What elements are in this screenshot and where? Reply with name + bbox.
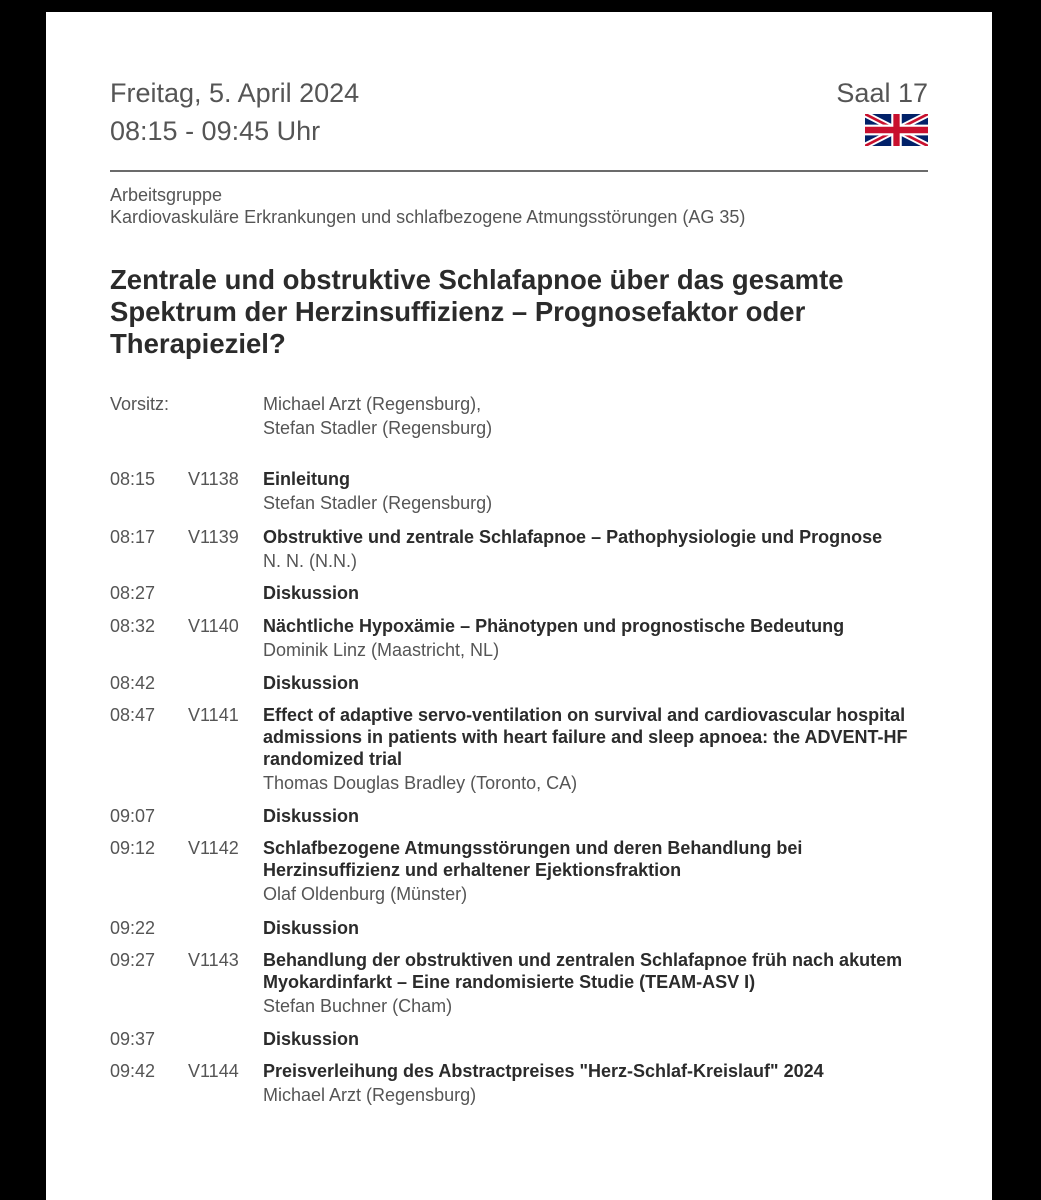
session-title: Zentrale und obstruktive Schlafapnoe über das gesamte Spektrum der Herzinsuffizienz – Prognosefaktor oder Therapieziel? — [110, 264, 844, 359]
entry-title: Diskussion — [263, 583, 360, 603]
entry-speaker: Olaf Oldenburg (Münster) — [263, 884, 468, 904]
session-date: Freitag, 5. April 2024 — [110, 78, 360, 108]
entry-time: 08:47 — [110, 705, 156, 725]
working-group — [110, 184, 745, 228]
entry-title: Schlafbezogene Atmungsstörungen und deren Behandlung bei Herzinsuffizienz und erhaltener Ejektionsfraktion — [263, 838, 803, 880]
entry-speaker: Stefan Stadler (Regensburg) — [263, 493, 493, 513]
entry-time: 09:37 — [110, 1029, 156, 1049]
entry-code: V1141 — [188, 705, 239, 725]
entry-time: 08:42 — [110, 673, 156, 693]
working-group-label: Arbeitsgruppe — [110, 185, 223, 205]
entry-code: V1144 — [188, 1061, 239, 1081]
chair-name: Stefan Stadler (Regensburg) — [263, 418, 493, 438]
entry-title: Diskussion — [263, 1029, 360, 1049]
entry-title: Behandlung der obstruktiven und zentralen Schlafapnoe früh nach akutem Myokardinfarkt – Eine randomisierte Studie (TEAM-ASV I) — [263, 950, 903, 992]
entry-title: Effect of adaptive servo-ventilation on survival and cardiovascular hospital admissions in patients with heart failure and sleep apnoea: the ADVENT-HF randomized trial — [263, 705, 908, 769]
entry-speaker: N. N. (N.N.) — [263, 551, 357, 571]
entry-title: Obstruktive und zentrale Schlafapnoe – Pathophysiologie und Prognose — [263, 527, 883, 547]
session-room: Saal 17 — [836, 78, 928, 108]
entry-title: Diskussion — [263, 806, 360, 826]
entry-title: Diskussion — [263, 918, 360, 938]
entry-time: 09:12 — [110, 838, 156, 858]
entry-code: V1143 — [188, 950, 239, 970]
entry-time: 09:07 — [110, 806, 156, 826]
entry-speaker: Michael Arzt (Regensburg) — [263, 1085, 477, 1105]
entry-time: 08:17 — [110, 527, 156, 547]
entry-time: 08:15 — [110, 469, 156, 489]
entry-time: 08:27 — [110, 583, 156, 603]
session-header — [110, 74, 928, 172]
entry-code: V1139 — [188, 527, 239, 547]
chairs-list — [263, 392, 492, 440]
session-time: 08:15 - 09:45 Uhr — [110, 116, 321, 146]
entry-title: Einleitung — [263, 469, 350, 489]
entry-title: Diskussion — [263, 673, 360, 693]
entry-time: 09:27 — [110, 950, 156, 970]
chairs-label: Vorsitz: — [110, 394, 170, 414]
entry-speaker: Dominik Linz (Maastricht, NL) — [263, 640, 500, 660]
entry-time: 09:22 — [110, 918, 156, 938]
working-group-name: Kardiovaskuläre Erkrankungen und schlafbezogene Atmungsstörungen (AG 35) — [110, 207, 746, 227]
entry-speaker: Stefan Buchner (Cham) — [263, 996, 453, 1016]
entry-code: V1140 — [188, 616, 239, 636]
chair-name: Michael Arzt (Regensburg), — [263, 394, 482, 414]
entry-time: 09:42 — [110, 1061, 156, 1081]
entry-code: V1142 — [188, 838, 239, 858]
entry-speaker: Thomas Douglas Bradley (Toronto, CA) — [263, 773, 578, 793]
program-page — [46, 12, 992, 1200]
entry-time: 08:32 — [110, 616, 156, 636]
entry-title: Preisverleihung des Abstractpreises "Herz-Schlaf-Kreislauf" 2024 — [263, 1061, 824, 1081]
entry-code: V1138 — [188, 469, 239, 489]
entry-title: Nächtliche Hypoxämie – Phänotypen und prognostische Bedeutung — [263, 616, 845, 636]
uk-flag-icon — [865, 114, 928, 146]
